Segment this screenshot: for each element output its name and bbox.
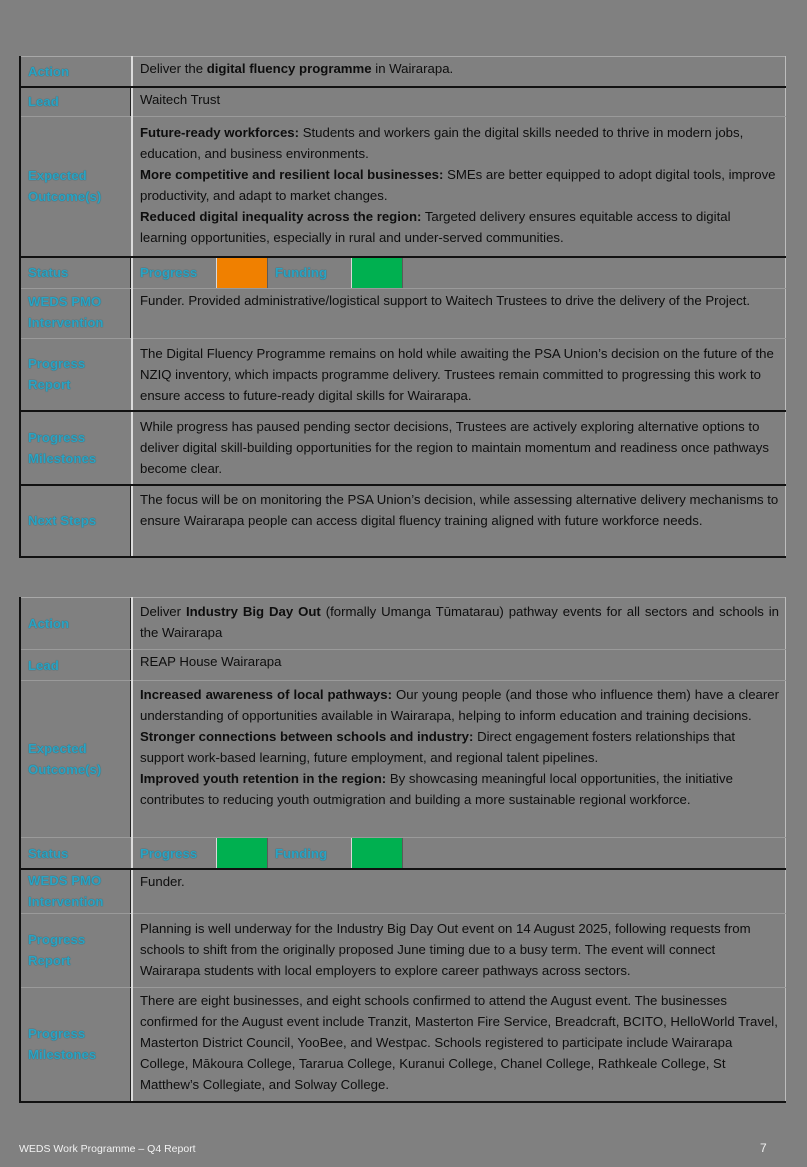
value-action: Deliver Industry Big Day Out (formally Umanga Tūmatarau) pathway events for all sectors and schools in the Wairarapa bbox=[132, 598, 786, 650]
action-table-industry-big-day-out bbox=[19, 597, 786, 1103]
value-progress-report: Planning is well underway for the Industry Big Day Out event on 14 August 2025, following requests from schools to shift from the originally proposed June timing due to a busy term. The event will connect Wairarapa students with local employers to explore career pathways across sectors. bbox=[132, 913, 786, 987]
label-lead: Lead bbox=[20, 87, 132, 117]
funding-label: Funding bbox=[275, 845, 327, 861]
value-status bbox=[132, 838, 786, 870]
label-expected-outcomes: Expected Outcome(s) bbox=[20, 117, 132, 257]
progress-status-swatch bbox=[216, 838, 268, 868]
label-action: Action bbox=[20, 57, 132, 87]
action-table-digital-fluency bbox=[19, 56, 786, 558]
row-progress-milestones bbox=[20, 987, 786, 1102]
label-intervention: WEDS PMO Intervention bbox=[20, 869, 132, 913]
status-filler bbox=[403, 258, 785, 288]
value-progress-milestones: There are eight businesses, and eight schools confirmed to attend the August event. The businesses confirmed for the August event include Tranzit, Masterton Fire Service, Breadcraft, BCITO, HelloWorld Travel, Masterton District Council, YooBee, and Westpac. Schools registered to participate include Wairarapa College, Mākoura College, Tararua College, Kuranui College, Chanel College, Rathkeale College, St Matthew’s Collegiate, and Solway College. bbox=[132, 987, 786, 1102]
value-intervention: Funder. bbox=[132, 869, 786, 913]
row-expected-outcomes bbox=[20, 681, 786, 838]
status-indicators bbox=[133, 838, 785, 868]
value-lead: Waitech Trust bbox=[132, 87, 786, 117]
label-progress-milestones: Progress Milestones bbox=[20, 987, 132, 1102]
progress-status-swatch bbox=[216, 258, 268, 288]
label-next-steps: Next Steps bbox=[20, 485, 132, 557]
row-status bbox=[20, 257, 786, 289]
outcome-item: Increased awareness of local pathways: Our young people (and those who influence them) have a clearer understanding of opportunities available in Wairarapa, helping to inform education and training decisions. bbox=[140, 687, 779, 723]
outcome-item: Improved youth retention in the region: By showcasing meaningful local opportunities, the initiative contributes to reducing youth outmigration and building a more sustainable regional workforce. bbox=[140, 771, 733, 807]
label-progress-milestones: Progress Milestones bbox=[20, 411, 132, 485]
label-status: Status bbox=[20, 838, 132, 870]
status-filler bbox=[403, 838, 785, 868]
footer-report-title: WEDS Work Programme – Q4 Report bbox=[19, 1143, 196, 1155]
row-intervention bbox=[20, 869, 786, 913]
funding-label: Funding bbox=[275, 265, 327, 280]
value-expected-outcomes bbox=[132, 681, 786, 838]
row-expected-outcomes bbox=[20, 117, 786, 257]
label-intervention: WEDS PMO Intervention bbox=[20, 288, 132, 338]
row-next-steps bbox=[20, 485, 786, 557]
status-indicators bbox=[133, 258, 785, 288]
value-intervention: Funder. Provided administrative/logistical support to Waitech Trustees to drive the delivery of the Project. bbox=[132, 288, 786, 338]
progress-label: Progress bbox=[140, 265, 198, 280]
funding-status-swatch bbox=[351, 258, 403, 288]
row-status bbox=[20, 838, 786, 870]
outcome-item: Stronger connections between schools and industry: Direct engagement fosters relationships that support work-based learning, future employment, and regional talent pipelines. bbox=[140, 729, 736, 765]
value-lead: REAP House Wairarapa bbox=[132, 650, 786, 681]
outcome-item: More competitive and resilient local businesses: SMEs are better equipped to adopt digital tools, improve productivity, and adapt to market changes. bbox=[140, 167, 776, 203]
value-progress-report: The Digital Fluency Programme remains on hold while awaiting the PSA Union’s decision on the future of the NZIQ inventory, which impacts programme delivery. Trustees remain committed to progressing this work to ensure access to future-ready digital skills for Wairarapa. bbox=[132, 338, 786, 411]
funding-status-swatch bbox=[351, 838, 403, 868]
value-next-steps: The focus will be on monitoring the PSA Union’s decision, while assessing alternative delivery mechanisms to ensure Wairarapa people can access digital fluency training aligned with future workforce needs. bbox=[132, 485, 786, 557]
label-progress-report: Progress Report bbox=[20, 913, 132, 987]
value-progress-milestones: While progress has paused pending sector decisions, Trustees are actively exploring alternative options to deliver digital skill-building opportunities for the region to maintain momentum and readiness once pathways become clear. bbox=[132, 411, 786, 485]
row-progress-report bbox=[20, 913, 786, 987]
outcome-item: Reduced digital inequality across the region: Targeted delivery ensures equitable access to digital learning opportunities, especially in rural and under-served communities. bbox=[140, 209, 731, 245]
value-action: Deliver the digital fluency programme in Wairarapa. bbox=[132, 57, 786, 87]
row-intervention bbox=[20, 288, 786, 338]
outcome-item: Future-ready workforces: Students and workers gain the digital skills needed to thrive in modern jobs, education, and business environments. bbox=[140, 125, 744, 161]
value-expected-outcomes bbox=[132, 117, 786, 257]
row-lead bbox=[20, 650, 786, 681]
row-progress-report bbox=[20, 338, 786, 411]
label-status: Status bbox=[20, 257, 132, 289]
value-status bbox=[132, 257, 786, 289]
row-action bbox=[20, 57, 786, 87]
label-action: Action bbox=[20, 598, 132, 650]
row-action bbox=[20, 598, 786, 650]
progress-label: Progress bbox=[140, 845, 198, 861]
row-lead bbox=[20, 87, 786, 117]
label-expected-outcomes: Expected Outcome(s) bbox=[20, 681, 132, 838]
row-progress-milestones bbox=[20, 411, 786, 485]
label-progress-report: Progress Report bbox=[20, 338, 132, 411]
label-lead: Lead bbox=[20, 650, 132, 681]
footer-page-number: 7 bbox=[760, 1141, 767, 1155]
